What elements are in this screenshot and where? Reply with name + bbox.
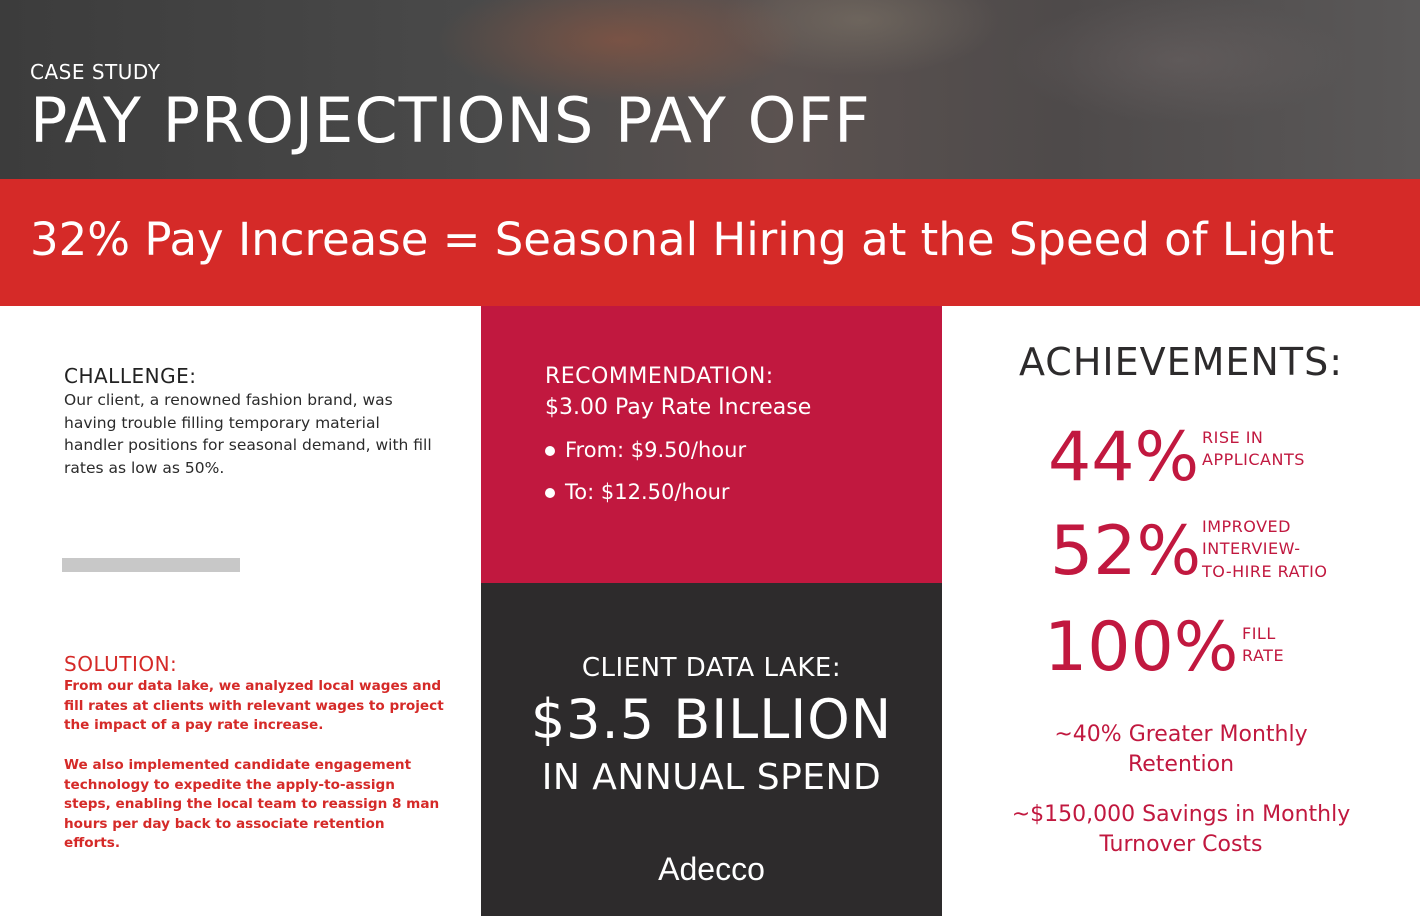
challenge-heading: CHALLENGE:: [64, 364, 197, 388]
solution-paragraph-1: From our data lake, we analyzed local wages and fill rates at clients with relevant wages to project the impact of a pay rate increase.: [64, 678, 444, 734]
retention-line: Retention: [1127, 752, 1235, 777]
challenge-body: Our client, a renowned fashion brand, was having trouble filling temporary material handler positions for seasonal demand, with fill rates as low as 50%.: [64, 391, 432, 477]
recommendation-heading: RECOMMENDATION:: [545, 364, 774, 389]
page-title: PAY PROJECTIONS PAY OFF: [30, 84, 871, 157]
section-divider: [62, 558, 240, 572]
savings-stat: [942, 800, 1420, 860]
savings-line: Turnover Costs: [1099, 832, 1263, 857]
recommendation-subheading: $3.00 Pay Rate Increase: [545, 395, 812, 420]
stat-label-line: APPLICANTS: [1202, 450, 1305, 469]
solution-heading: SOLUTION:: [64, 652, 178, 676]
case-study-label: CASE STUDY: [30, 60, 161, 84]
adecco-logo: Adecco: [658, 851, 765, 887]
stat-label-line: RATE: [1242, 646, 1285, 665]
stat-label-line: RISE IN: [1202, 428, 1264, 447]
recommendation-item-text: To: $12.50/hour: [565, 480, 730, 504]
hero-header: [0, 0, 1420, 179]
bullet-icon: [545, 446, 555, 456]
retention-stat: [942, 720, 1420, 780]
recommendation-panel: [481, 306, 942, 583]
headline-text: 32% Pay Increase = Seasonal Hiring at the Speed of Light: [30, 213, 1335, 266]
solution-paragraph-2: We also implemented candidate engagement technology to expedite the apply-to-assign steps, enabling the local team to reassign 8 man hours per day back to associate retention efforts.: [64, 757, 440, 852]
retention-line: ~40% Greater Monthly: [1054, 722, 1308, 747]
data-lake-spend: IN ANNUAL SPEND: [541, 757, 882, 798]
savings-line: ~$150,000 Savings in Monthly: [1011, 802, 1351, 827]
data-lake-label: CLIENT DATA LAKE:: [581, 653, 842, 683]
recommendation-item: [545, 480, 730, 504]
data-lake-amount: $3.5 BILLION: [530, 688, 893, 751]
stat-value: 44%: [1048, 418, 1200, 497]
data-lake-panel: [481, 583, 942, 916]
achievements-heading: ACHIEVEMENTS:: [1018, 340, 1343, 384]
stat-label-line: IMPROVED: [1202, 517, 1291, 536]
stat-value: 52%: [1050, 512, 1202, 591]
recommendation-item-text: From: $9.50/hour: [565, 438, 747, 462]
recommendation-item: [545, 438, 746, 462]
stat-value: 100%: [1044, 608, 1239, 687]
stat-label-line: INTERVIEW-: [1202, 539, 1301, 558]
stat-label-line: TO-HIRE RATIO: [1202, 562, 1328, 581]
bullet-icon: [545, 488, 555, 498]
headline-banner: [0, 179, 1420, 306]
stat-label-line: FILL: [1242, 624, 1276, 643]
